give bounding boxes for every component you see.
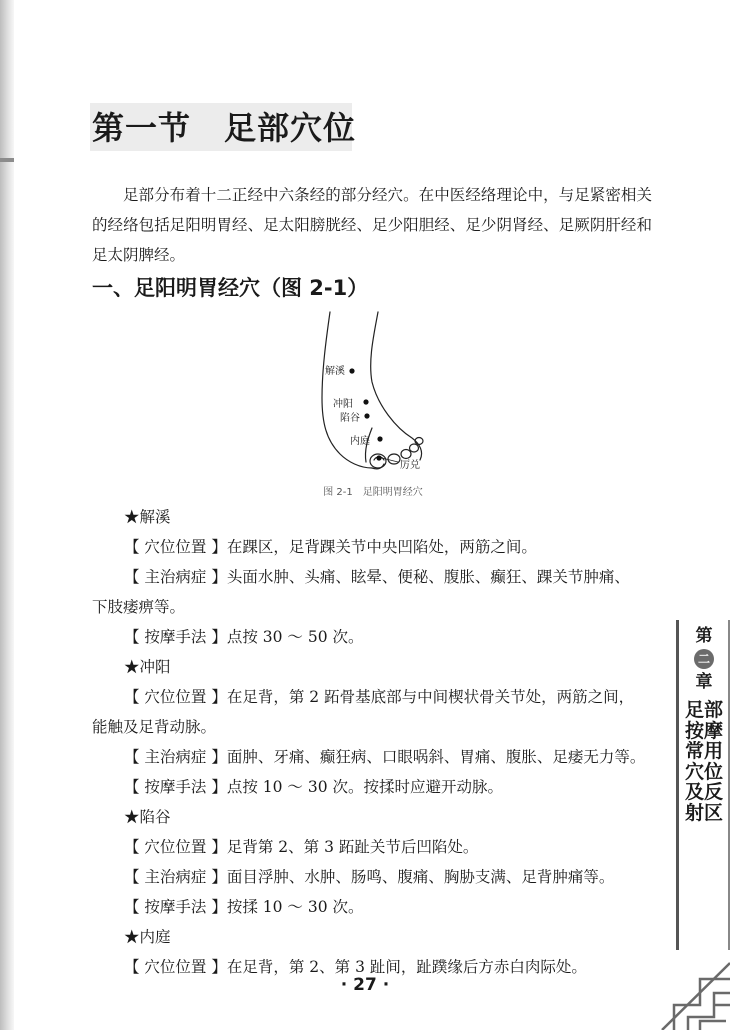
entry-line: 【 穴位位置 】在踝区，足背踝关节中央凹陷处，两筋之间。 (124, 538, 537, 556)
entry-line-continued: 能触及足背动脉。 (92, 718, 217, 736)
book-spine-shadow (0, 0, 14, 1030)
corner-lattice-ornament (660, 955, 730, 1030)
point-label-chongyang: 冲阳 (333, 399, 353, 410)
entry-line-continued: 下肢痿痹等。 (92, 598, 186, 616)
point-label-neiting: 内庭 (350, 436, 370, 447)
entry-line: 【 主治病症 】面肿、牙痛、癫狂病、口眼㖞斜、胃痛、腹胀、足痿无力等。 (124, 748, 646, 766)
spine-marker (0, 158, 14, 162)
point-label-xiangu: 陷谷 (340, 413, 360, 424)
chapter-prefix: 第 (695, 626, 713, 646)
entry-line: 【 按摩手法 】点按 10 ～ 30 次。按揉时应避开动脉。 (124, 778, 504, 796)
page-number: · 27 · (340, 975, 390, 995)
chapter-number-badge: 二 (694, 649, 714, 669)
foot-outline-illustration (300, 310, 460, 478)
foot-acupoint-figure (300, 310, 460, 478)
chapter-indicator (684, 626, 724, 692)
acupoint-heading-chongyang: ★冲阳 (124, 658, 171, 676)
entry-line: 【 穴位位置 】在足背，第 2 跖骨基底部与中间楔状骨关节处，两筋之间， (124, 688, 635, 706)
acupoint-heading-jiexi: ★解溪 (124, 508, 171, 526)
acupoint-heading-neiting: ★内庭 (124, 928, 171, 946)
entry-line: 【 主治病症 】面目浮肿、水肿、肠鸣、腹痛、胸胁支满、足背肿痛等。 (124, 868, 615, 886)
point-label-jiexi: 解溪 (325, 366, 345, 377)
entry-line: 【 穴位位置 】足背第 2、第 3 跖趾关节后凹陷处。 (124, 838, 479, 856)
side-tab-rule (676, 620, 679, 950)
chapter-side-tab (676, 620, 730, 950)
intro-paragraph: 足部分布着十二正经中六条经的部分经穴。在中医经络理论中，与足紧密相关的经络包括足阳明胃经、足太阳膀胱经、足少阳胆经、足少阴肾经、足厥阴肝经和足太阴脾经。 (92, 186, 652, 264)
chapter-suffix: 章 (695, 672, 713, 692)
entry-line: 【 主治病症 】头面水肿、头痛、眩晕、便秘、腹胀、癫狂、踝关节肿痛、 (124, 568, 630, 586)
entry-line: 【 按摩手法 】按揉 10 ～ 30 次。 (124, 898, 364, 916)
chapter-name-vertical: 足部按摩常用穴位及反射区 (684, 699, 723, 824)
figure-caption: 图 2-1 足阳明胃经穴 (323, 487, 423, 498)
section-title: 第一节 足部穴位 (92, 109, 357, 147)
point-label-lidui: 厉兑 (400, 460, 420, 471)
acupoint-heading-xiangu: ★陷谷 (124, 808, 171, 826)
acupoint-entries (92, 502, 652, 982)
entry-line: 【 穴位位置 】在足背，第 2、第 3 趾间，趾蹼缘后方赤白肉际处。 (124, 958, 587, 976)
entry-line: 【 按摩手法 】点按 30 ～ 50 次。 (124, 628, 364, 646)
subheading-stomach-meridian: 一、足阳明胃经穴（图 2-1） (92, 276, 369, 300)
